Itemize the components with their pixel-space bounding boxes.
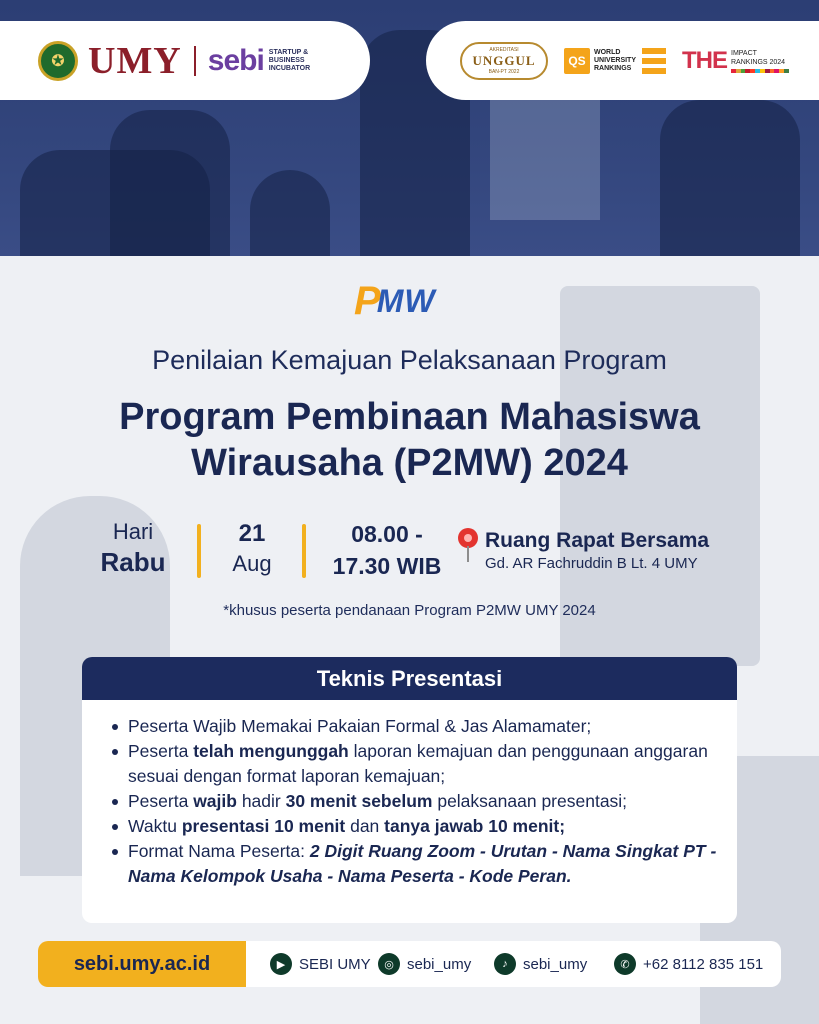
presentation-rules-card (82, 657, 737, 923)
qs-ranking-logo (564, 48, 666, 74)
day-label: Hari (112, 519, 154, 544)
rule-emphasis: 2 Digit Ruang Zoom - Urutan - Nama Singkat PT - Nama Kelompok Usaha - Nama Peserta - Kode Peran. (128, 841, 717, 886)
rule-text: Peserta Wajib Memakai Pakaian Formal & Jas Alamamater; (128, 716, 592, 736)
event-info-row (0, 518, 819, 584)
the-text-1: IMPACT (731, 49, 757, 57)
rule-text: Peserta (128, 791, 194, 811)
participant-note: *khusus peserta pendanaan Program P2MW UMY 2024 (223, 602, 596, 619)
date-value: 21 (238, 520, 266, 547)
rule-text: dan (345, 816, 385, 836)
time-end: 17.30 WIB (332, 553, 442, 579)
event-time (322, 518, 452, 582)
rule-emphasis: wajib (193, 791, 237, 811)
event-title-line2: Wirausaha (P2MW) 2024 (191, 442, 628, 484)
pmw-logo-p: P (354, 278, 381, 323)
event-title-line1: Program Pembinaan Mahasiswa (119, 396, 700, 438)
website-link[interactable]: sebi.umy.ac.id (38, 941, 246, 987)
rule-text: laporan kemajuan dan penggunaan anggaran sesuai dengan format laporan kemajuan; (128, 741, 708, 786)
sebi-logo: sebi (207, 43, 264, 77)
accreditation-bottom: BAN-PT 2022 (488, 68, 520, 75)
whatsapp-number: +62 8112 835 151 (643, 955, 764, 973)
qs-mark: QS (564, 48, 590, 74)
accreditation-badge (460, 42, 548, 80)
rule-item (110, 739, 723, 789)
instagram-icon: ◎ (378, 953, 400, 975)
sdg-color-bar (731, 69, 789, 73)
instagram-link[interactable] (378, 941, 471, 987)
sebi-tagline: STARTUP & BUSINESS INCUBATOR (268, 48, 311, 72)
rule-item (110, 714, 723, 739)
rule-text: Format Nama Peserta: (128, 841, 310, 861)
rule-emphasis: telah mengunggah (193, 741, 349, 761)
umy-logo: UMY (88, 39, 182, 82)
event-location (457, 528, 709, 574)
ranking-logos-right (426, 21, 819, 100)
youtube-link[interactable] (270, 941, 371, 987)
the-mark: THE (682, 46, 727, 74)
card-heading: Teknis Presentasi (82, 657, 737, 700)
tiktok-link[interactable] (494, 941, 587, 987)
whatsapp-icon: ✆ (614, 953, 636, 975)
rule-text: hadir (236, 791, 286, 811)
youtube-handle: SEBI UMY (299, 955, 371, 973)
time-start: 08.00 - (351, 521, 423, 547)
whatsapp-link[interactable] (614, 941, 763, 987)
rule-item (110, 839, 723, 889)
rules-list (82, 700, 737, 889)
instagram-handle: sebi_umy (407, 955, 472, 973)
location-pin-icon (457, 528, 479, 562)
rule-text: pelaksanaan presentasi; (432, 791, 628, 811)
audience-silhouette (110, 110, 230, 256)
month-value: Aug (232, 551, 272, 576)
youtube-icon: ▶ (270, 953, 292, 975)
accreditation-top: AKREDITASI (489, 46, 519, 53)
the-ranking-logo (682, 47, 789, 75)
pmw-logo (354, 278, 464, 324)
rule-emphasis: 30 menit sebelum (285, 791, 433, 811)
event-title (0, 394, 819, 486)
info-divider (197, 524, 201, 578)
rule-text: Waktu (128, 816, 182, 836)
qs-bars-icon (642, 48, 666, 74)
event-subtitle: Penilaian Kemajuan Pelaksanaan Program (152, 345, 667, 375)
the-text-2: RANKINGS 2024 (731, 58, 786, 66)
audience-silhouette (660, 100, 800, 256)
footer-bar (38, 941, 781, 987)
partner-logos-left (0, 21, 370, 100)
tiktok-handle: sebi_umy (523, 955, 588, 973)
info-divider (302, 524, 306, 578)
location-detail: Gd. AR Fachruddin B Lt. 4 UMY (485, 555, 698, 572)
day-value: Rabu (100, 547, 166, 577)
audience-silhouette (250, 170, 330, 256)
location-title: Ruang Rapat Bersama (485, 529, 710, 552)
event-day (92, 518, 174, 578)
rule-emphasis: tanya jawab 10 menit; (384, 816, 566, 836)
accreditation-main: UNGGUL (472, 52, 536, 68)
pmw-logo-mw: MW (376, 282, 436, 319)
logo-divider (194, 46, 196, 76)
whiteboard-shape (490, 100, 600, 220)
event-date (222, 518, 282, 578)
rule-item (110, 789, 723, 814)
rule-emphasis: presentasi 10 menit (181, 816, 346, 836)
rule-item (110, 814, 723, 839)
rule-text: Peserta (128, 741, 194, 761)
umy-seal-icon: ✪ (38, 41, 78, 81)
qs-text: WORLD UNIVERSITY RANKINGS (594, 48, 636, 72)
tiktok-icon: ♪ (494, 953, 516, 975)
